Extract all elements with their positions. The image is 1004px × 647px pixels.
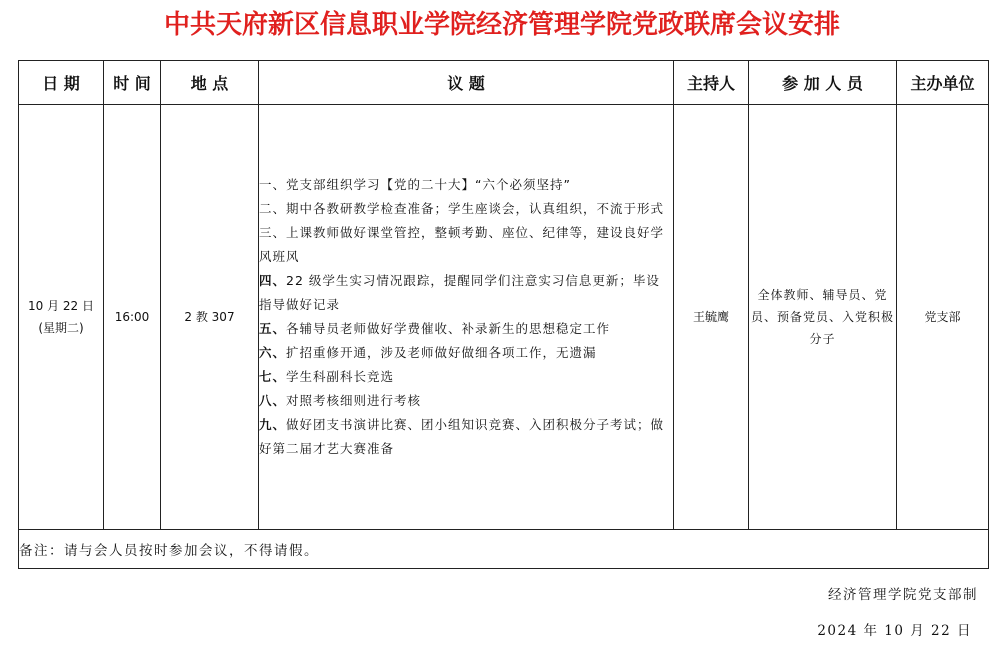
agenda-item-number: 一、 [259,177,287,192]
agenda-item-number: 六、 [259,345,287,360]
agenda-item-number: 七、 [259,369,287,384]
agenda-item [259,197,673,221]
header-agenda: 议 题 [259,61,674,105]
meeting-schedule-table [18,60,989,569]
agenda-item [259,173,673,197]
agenda-list [259,173,673,461]
notes-row [19,530,989,569]
agenda-item-number: 二、 [259,201,287,216]
host-cell: 王毓鹰 [674,105,749,530]
agenda-item-number: 四、 [259,273,287,288]
agenda-item-text: 22 级学生实习情况跟踪，提醒同学们注意实习信息更新；毕设指导做好记录 [259,273,660,312]
note-text: 备注：请与会人员按时参加会议，不得请假。 [19,530,989,569]
agenda-item-text: 做好团支书演讲比赛、团小组知识竞赛、入团积极分子考试；做好第二届才艺大赛准备 [259,417,665,456]
agenda-item [259,269,673,317]
agenda-item [259,413,673,461]
weekday-value: (星期二) [38,321,84,335]
agenda-item [259,221,673,269]
date-value: 10 月 22 日 [28,299,94,313]
agenda-item [259,365,673,389]
agenda-item-number: 五、 [259,321,287,336]
header-time: 时 间 [104,61,161,105]
agenda-item-number: 九、 [259,417,287,432]
agenda-item-text: 扩招重修开通，涉及老师做好做细各项工作，无遗漏 [286,345,597,360]
agenda-item-number: 八、 [259,393,287,408]
agenda-item [259,317,673,341]
header-location: 地 点 [161,61,259,105]
participants-cell: 全体教师、辅导员、党员、预备党员、入党积极分子 [749,105,897,530]
issuer-text: 经济管理学院党支部制 [828,587,978,603]
document-title: 中共天府新区信息职业学院经济管理学院党政联席会议安排 [163,10,840,40]
agenda-item-text: 党支部组织学习【党的二十大】“六个必须坚持” [286,177,571,192]
agenda-item-text: 学生科副科长竞选 [286,369,395,384]
time-cell: 16:00 [104,105,161,530]
agenda-item [259,389,673,413]
agenda-item-text: 各辅导员老师做好学费催收、补录新生的思想稳定工作 [286,321,611,336]
header-organizer: 主办单位 [897,61,989,105]
agenda-item [259,341,673,365]
header-participants: 参 加 人 员 [749,61,897,105]
header-host: 主持人 [674,61,749,105]
table-row [19,105,989,530]
agenda-item-text: 对照考核细则进行考核 [286,393,422,408]
header-date: 日 期 [19,61,104,105]
location-cell: 2 教 307 [161,105,259,530]
header-row [19,61,989,105]
date-cell [19,105,104,530]
agenda-item-text: 期中各教研教学检查准备；学生座谈会，认真组织，不流于形式 [286,201,665,216]
agenda-item-text: 上课教师做好课堂管控，整顿考勤、座位、纪律等，建设良好学风班风 [259,225,665,264]
organizer-cell: 党支部 [897,105,989,530]
agenda-cell [259,105,674,530]
agenda-item-number: 三、 [259,225,287,240]
issue-date: 2024 年 10 月 22 日 [817,623,972,639]
